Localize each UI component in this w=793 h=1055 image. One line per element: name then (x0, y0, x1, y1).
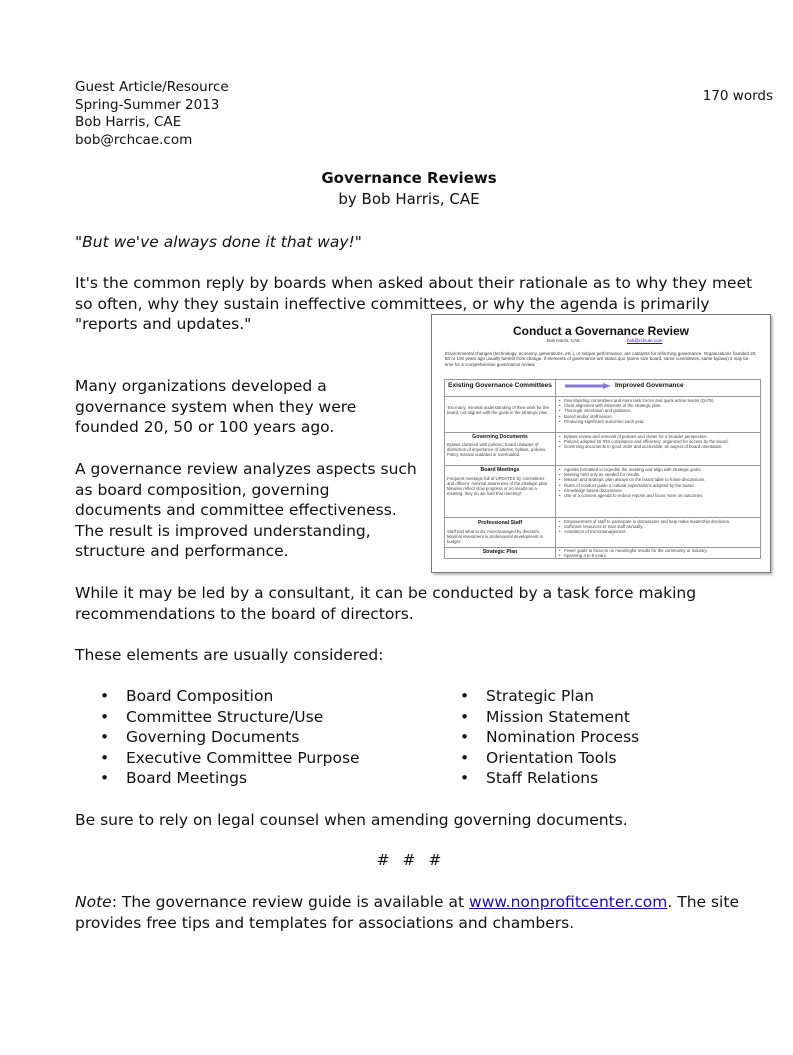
paragraph-6: Be sure to rely on legal counsel when amending governing documents. (75, 811, 628, 829)
table-row (445, 517, 760, 548)
list-item: • Empowerment of staff to participate in discussions and help make leadership decisions. (559, 519, 757, 524)
header-category: Guest Article/Resource (75, 79, 229, 95)
list-item: • Board and/or staff liaison. (559, 414, 757, 419)
elements-list-left (100, 686, 360, 789)
row-existing-text: Bylaws cluttered with policies; board unaware of distinction of importance of articles, bylaws, policies. Policy manual outdated or overloaded. (447, 442, 547, 457)
note-paragraph (75, 892, 765, 933)
row-label: Board Meetings (480, 467, 520, 473)
column-header-improved: Improved Governance (615, 382, 684, 389)
list-item: • Board Composition (100, 686, 360, 707)
table-row (445, 396, 760, 433)
header-issue: Spring-Summer 2013 (75, 96, 220, 113)
paragraph-3: A governance review analyzes aspects such as board composition, governing documents and committee effectiveness. The result is improved understanding, structure and performance. (75, 460, 417, 561)
list-item: • Clear alignment with elements of the strategic plan. (559, 403, 757, 408)
word-count: 170 words (702, 88, 773, 104)
list-item: • Nomination Process (460, 727, 639, 748)
list-item: • Fewer goals to focus in on meaningful results for the community or industry. (559, 548, 757, 553)
row-label: Strategic Plan (482, 549, 518, 555)
list-item: • Mission and strategic plan always on the board table to frame discussions. (559, 477, 757, 482)
list-item: • Few standing committees and more task forces and quick action teams (QATs). (559, 398, 757, 403)
list-item: • Executive Committee Purpose (100, 748, 360, 769)
note-text-before: : The governance review guide is available at (111, 893, 470, 911)
article-byline: by Bob Harris, CAE (338, 190, 480, 208)
figure-email: bob@rchcae.com (627, 338, 663, 343)
list-item: • Sufficient resources to train staff annually. (559, 524, 757, 529)
elements-list-right (460, 686, 639, 789)
list-item: • Avoidance of micromanagement. (559, 529, 757, 534)
list-item: • Bylaws review and removal of policies and clutter for a broader perspective. (559, 434, 757, 439)
list-item: • Orientation Tools (460, 748, 639, 769)
paragraph-1-text: It's the common reply by boards when asked about their rationale as to why they meet so often, why they sustain ineffective committees, or why the agenda is primarily "reports and updates." (75, 274, 753, 334)
figure-table (444, 379, 761, 559)
table-row (445, 465, 760, 518)
list-item: • Governing Documents (100, 727, 360, 748)
row-improved-list (559, 434, 757, 450)
row-existing-text: Staff told what to do; micromanaged by directors. Minimal investment in professional development in budget. (447, 529, 544, 544)
list-item: • Rules of conduct guide a cultural expectations adopted by the board. (559, 483, 757, 488)
opening-quote: "But we've always done it that way!" (75, 233, 362, 251)
list-item: • Use of a consent agenda to reduce reports and focus more on outcomes. (559, 493, 757, 498)
list-item: • Producing significant outcomes each year. (559, 419, 757, 424)
list-item: • Spanning 3 to 5 years. (559, 553, 757, 558)
governance-review-figure (431, 314, 771, 573)
note-label: Note (75, 893, 112, 911)
row-improved-list (559, 548, 757, 558)
arrow-right-icon (565, 383, 611, 389)
list-item: • Meeting held only as needed for results. (559, 472, 757, 477)
header-author: Bob Harris, CAE (75, 114, 182, 130)
row-improved-list (559, 519, 757, 535)
list-item: • Committee Structure/Use (100, 707, 360, 728)
list-item: • Policies adopted for IRS compliance and efficiency; organized for access by the board. (559, 439, 757, 444)
list-item: • Governing documents in good order and accessible; an aspect of board orientation. (559, 444, 757, 449)
paragraph-2: Many organizations developed a governance system when they were founded 20, 50 or 100 years ago. (75, 377, 357, 437)
list-item: • Strategic Plan (460, 686, 639, 707)
list-item: • Knowledge based discussions. (559, 488, 757, 493)
row-existing-text: Too many, minimal understanding of their work for the board, not aligned with the goals in the strategic plan. (447, 405, 549, 415)
header-email: bob@rchcae.com (75, 131, 193, 148)
paragraph-5: These elements are usually considered: (75, 646, 384, 664)
list-item: • Thorough orientation and guidance. (559, 408, 757, 413)
row-label: Professional Staff (477, 520, 523, 526)
row-improved-list (559, 467, 757, 498)
figure-intro: Environmental changes (technology, economy, generations, etc.), or subpar performance, are catalysts for reforming governance. Organizations founded 20, 50 or 100 years ago usually benefit from change. If elements of governance are status quo (same size board, same committees, same bylaws) it may be time for a comprehensive governance review. (445, 351, 757, 367)
figure-title: Conduct a Governance Review (512, 324, 690, 338)
note-text-after: . The site provides free tips and templates for associations and chambers. (75, 893, 739, 932)
list-item: • Staff Relations (460, 768, 639, 789)
list-item: • Mission Statement (460, 707, 639, 728)
nonprofitcenter-link[interactable]: www.nonprofitcenter.com (469, 893, 668, 911)
row-label: Governing Documents (472, 434, 528, 440)
row-improved-list (559, 398, 757, 424)
column-header-existing: Existing Governance Committees (448, 382, 552, 389)
article-title: Governance Reviews (321, 169, 497, 187)
table-row (445, 432, 760, 466)
table-row (445, 547, 760, 559)
article-header (75, 79, 229, 149)
row-existing-text: Frequent meetings full of UPDATES by committees and officers; minimal awareness of the strategic plan. Minutes reflect slow progress or no results as a meeting; they do we hold that meeting? (447, 476, 549, 496)
paragraph-4: While it may be led by a consultant, it can be conducted by a task force making recommendations to the board of directors. (75, 584, 697, 623)
list-item: • Board Meetings (100, 768, 360, 789)
figure-author: Bob Harris, CAE (547, 338, 581, 343)
end-marks: # # # (376, 851, 442, 869)
list-item: • Agenda formatted to expedite the meeting and align with strategic goals. (559, 467, 757, 472)
